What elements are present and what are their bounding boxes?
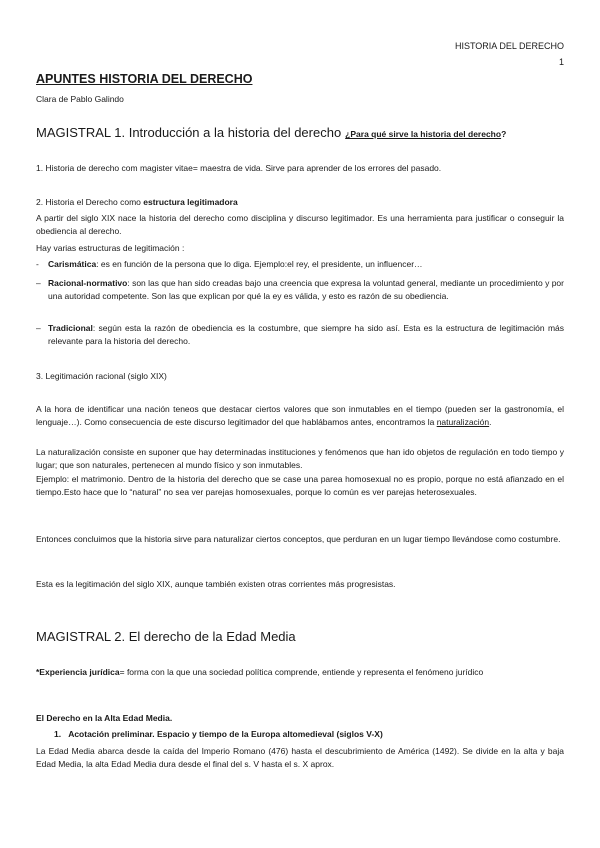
list-item (36, 322, 564, 348)
list-item-text (36, 277, 564, 303)
paragraph (36, 403, 564, 429)
bold-term: *Experiencia jurídica (36, 667, 120, 677)
item-number: 1. (54, 729, 62, 739)
text-run: : son las que han sido creadas bajo una creencia que expresa la voluntad general, mediante un procedimiento y por una autoridad competente. Son las que explican por qué la ey es válida, y esto es razón de su obediencia. (48, 278, 564, 301)
bullet-dash: – (36, 278, 41, 288)
running-header (455, 38, 564, 70)
paragraph: Esta es la legitimación del siglo XIX, aunque también existen otras corrientes más progresistas. (36, 579, 396, 589)
numbered-subheading (36, 728, 564, 741)
paragraph (36, 196, 564, 209)
text-run: : según esta la razón de obediencia es la costumbre, que siempre ha sido así. Esta es la estructura de legitimación más relevante para la historia del derecho. (48, 323, 564, 346)
paragraph: A partir del siglo XIX nace la historia del derecho como disciplina y discurso legitimador. Es una herramienta para justificar o conseguir la obediencia al derecho. (36, 213, 564, 236)
page-number: 1 (558, 57, 564, 67)
subquestion-mark: ? (501, 129, 507, 139)
subquestion-text: ¿Para qué sirve la historia del derecho (345, 129, 502, 139)
running-title: HISTORIA DEL DERECHO (454, 41, 564, 51)
heading-subquestion (345, 129, 506, 139)
text-run: = forma con la que una sociedad política comprende, entiende y representa el fenómeno jurídico (119, 667, 484, 677)
bold-term: Acotación preliminar. Espacio y tiempo de la Europa altomedieval (siglos V-X) (68, 729, 383, 739)
paragraph: Hay varias estructuras de legitimación : (36, 243, 185, 253)
paragraph: La Edad Media abarca desde la caída del Imperio Romano (476) hasta el descubrimiento de América (1492). Se divide en la alta y baja Edad Media, la alta Edad Media dura desde el final del s. V hasta el s. X aprox. (36, 746, 564, 769)
section-heading-magistral-1 (36, 125, 506, 140)
bold-term: Tradicional (48, 323, 93, 333)
paragraph: 1. Historia de derecho com magister vitae= maestra de vida. Sirve para aprender de los errores del pasado. (36, 163, 442, 173)
author-name: Clara de Pablo Galindo (36, 94, 124, 104)
list-item (36, 277, 564, 303)
bullet-dash: – (36, 323, 41, 333)
text-run: A la hora de identificar una nación teneos que destacar ciertos valores que son inmutables en el tiempo (pueden ser la gastronomía, el lenguaje…). Como consecuencia de este discurso legitimador del que hablábamos antes, encontramos la (36, 404, 564, 427)
paragraph: 3. Legitimación racional (siglo XIX) (36, 371, 167, 381)
paragraph: Entonces concluimos que la historia sirve para naturalizar ciertos conceptos, que perduran en un lugar tiempo llevándose como costumbre. (36, 534, 561, 544)
bullet-dash: - (36, 259, 39, 269)
text-run: 2. Historia el Derecho como (36, 197, 144, 207)
underlined-term: naturalización (436, 417, 490, 427)
bold-term: Racional-normativo (48, 278, 128, 288)
section-heading-magistral-2: MAGISTRAL 2. El derecho de la Edad Media (36, 629, 296, 644)
document-title: APUNTES HISTORIA DEL DERECHO (36, 72, 253, 86)
text-run: : es en función de la persona que lo diga. Ejemplo:el rey, el presidente, un influencer… (96, 259, 423, 269)
paragraph (36, 666, 564, 679)
bold-term: Carismática (48, 259, 97, 269)
bold-term: El Derecho en la Alta Edad Media. (36, 713, 173, 723)
paragraph: Ejemplo: el matrimonio. Dentro de la historia del derecho que se case una parea homosexual no es propio, porque no está afianzado en el tiempo.Esto hace que lo “natural” no sea ver parejas homosexuales, porque lo común es ver parejas heterosexuales. (36, 474, 564, 497)
heading-text: MAGISTRAL 1. Introducción a la historia del derecho (36, 125, 342, 140)
list-item (36, 258, 564, 271)
paragraph: La naturalización consiste en suponer que hay determinadas instituciones y fenómenos que han ido objetos de regulación en todo tiempo y lugar; que son naturales, pertenecen al mundo físico y son inmutables. (36, 447, 564, 470)
subheading (36, 712, 564, 725)
bold-term: estructura legitimadora (143, 197, 238, 207)
list-item-text (36, 322, 564, 348)
list-item-text (36, 258, 564, 271)
text-run: . (489, 417, 492, 427)
